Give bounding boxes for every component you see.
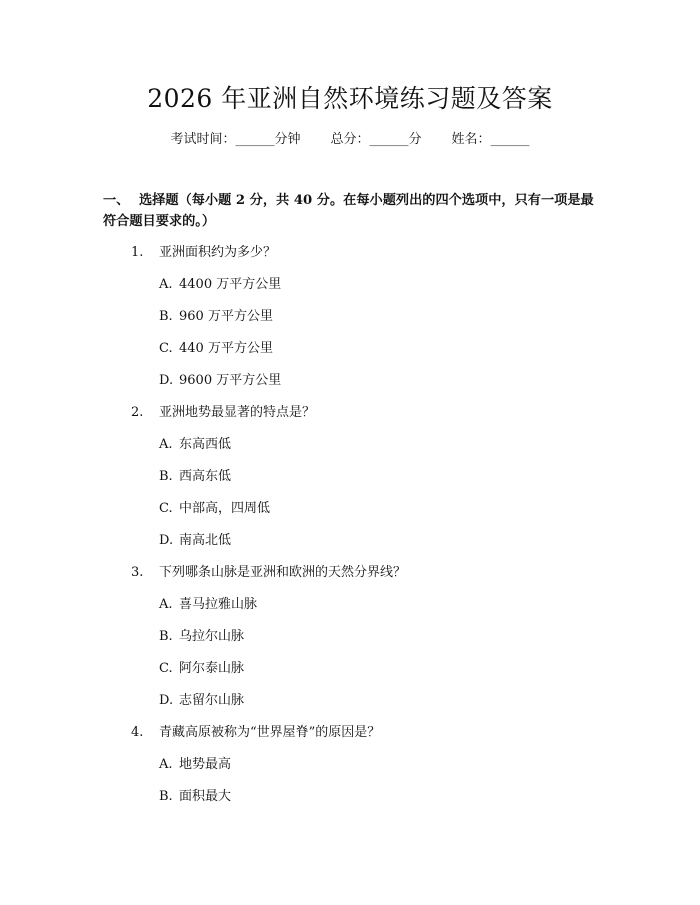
question-4 <box>0 723 700 755</box>
question-list <box>0 243 700 819</box>
option-text: 南高北低 <box>179 533 232 548</box>
question-number: 1. <box>131 245 144 260</box>
page-title: 2026 年亚洲自然环境练习题及答案 <box>147 84 553 113</box>
question-number: 2. <box>131 405 144 420</box>
option-3d <box>0 691 700 723</box>
exam-meta <box>0 130 700 150</box>
option-3c <box>0 659 700 691</box>
option-text: 地势最高 <box>179 757 232 772</box>
option-letter: B. <box>159 469 173 484</box>
exam-time-field: 考试时间：______分钟 <box>170 132 301 147</box>
total-score-field: 总分：______分 <box>330 132 422 147</box>
option-1a <box>0 275 700 307</box>
option-text: 阿尔泰山脉 <box>179 661 245 676</box>
option-text: 面积最大 <box>179 789 232 804</box>
option-4b <box>0 787 700 819</box>
option-2a <box>0 435 700 467</box>
option-3b <box>0 627 700 659</box>
option-text: 440 万平方公里 <box>179 341 273 356</box>
option-letter: D. <box>159 693 174 708</box>
question-text: 下列哪条山脉是亚洲和欧洲的天然分界线？ <box>159 565 407 580</box>
option-2b <box>0 467 700 499</box>
section-heading <box>103 190 603 232</box>
question-number: 3. <box>131 565 144 580</box>
question-text: 亚洲面积约为多少？ <box>159 245 277 260</box>
option-2d <box>0 531 700 563</box>
option-text: 960 万平方公里 <box>179 309 273 324</box>
option-text: 4400 万平方公里 <box>179 277 282 292</box>
option-2c <box>0 499 700 531</box>
section-number: 一、 <box>103 193 130 208</box>
option-letter: D. <box>159 373 174 388</box>
question-text: 青藏高原被称为“世界屋脊”的原因是？ <box>159 725 381 740</box>
option-text: 西高东低 <box>179 469 232 484</box>
option-letter: B. <box>159 629 173 644</box>
option-text: 喜马拉雅山脉 <box>179 597 258 612</box>
option-text: 东高西低 <box>179 437 232 452</box>
option-letter: C. <box>159 661 173 676</box>
option-letter: C. <box>159 341 173 356</box>
option-4a <box>0 755 700 787</box>
option-letter: D. <box>159 533 174 548</box>
question-number: 4. <box>131 725 144 740</box>
option-letter: A. <box>159 437 173 452</box>
option-letter: A. <box>159 277 173 292</box>
question-3 <box>0 563 700 595</box>
question-2 <box>0 403 700 435</box>
question-text: 亚洲地势最显著的特点是？ <box>159 405 316 420</box>
section-instructions: 选择题（每小题 2 分，共 40 分。在每小题列出的四个选项中，只有一项是最符合题目要求的。） <box>103 193 594 229</box>
option-letter: B. <box>159 309 173 324</box>
option-1b <box>0 307 700 339</box>
option-letter: A. <box>159 757 173 772</box>
option-1d <box>0 371 700 403</box>
option-text: 中部高，四周低 <box>179 501 271 516</box>
option-text: 志留尔山脉 <box>179 693 245 708</box>
option-3a <box>0 595 700 627</box>
option-text: 9600 万平方公里 <box>179 373 282 388</box>
question-1 <box>0 243 700 275</box>
option-letter: C. <box>159 501 173 516</box>
option-letter: B. <box>159 789 173 804</box>
option-text: 乌拉尔山脉 <box>179 629 245 644</box>
option-1c <box>0 339 700 371</box>
name-field: 姓名：______ <box>451 132 530 147</box>
option-letter: A. <box>159 597 173 612</box>
